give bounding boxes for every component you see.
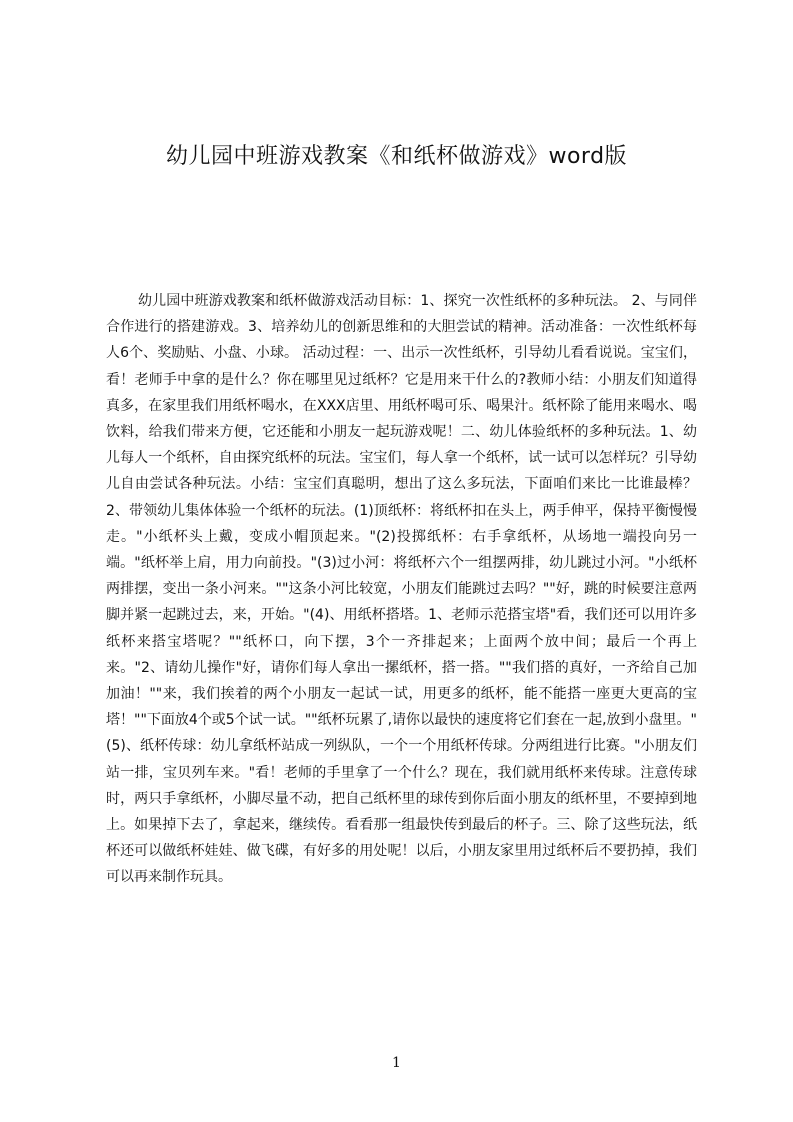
body-paragraph: 幼儿园中班游戏教案和纸杯做游戏活动目标：1、探究一次性纸杯的多种玩法。 2、与同伴合作进行的搭建游戏。3、培养幼儿的创新思维和的大胆尝试的精神。活动准备：一次性纸杯每人6个、奖励贴、小盘、小球。 活动过程：一、出示一次性纸杯，引导幼儿看看说说。宝宝们，看！老师手中拿的是什么？你在哪里见过纸杯？它是用来干什么的?教师小结：小朋友们知道得真多，在家里我们用纸杯喝水，在XXX店里、用纸杯喝可乐、喝果汁。纸杯除了能用来喝水、喝饮料，给我们带来方便，它还能和小朋友一起玩游戏呢！二、幼儿体验纸杯的多种玩法。1、幼儿每人一个纸杯，自由探究纸杯的玩法。宝宝们，每人拿一个纸杯，试一试可以怎样玩？引导幼儿自由尝试各种玩法。小结：宝宝们真聪明，想出了这么多玩法，下面咱们来比一比谁最棒？2、带领幼儿集体体验一个纸杯的玩法。(1)顶纸杯：将纸杯扣在头上，两手伸平，保持平衡慢慢走。"小纸杯头上戴，变成小帽顶起来。"(2)投掷纸杯：右手拿纸杯，从场地一端投向另一端。"纸杯举上肩，用力向前投。"(3)过小河：将纸杯六个一组摆两排，幼儿跳过小河。"小纸杯两排摆，变出一条小河来。""这条小河比较宽，小朋友们能跳过去吗？""好，跳的时候要注意两脚并紧一起跳过去，来，开始。"(4)、用纸杯搭塔。1、老师示范搭宝塔"看，我们还可以用许多纸杯来搭宝塔呢？""纸杯口，向下摆，3个一齐排起来；上面两个放中间；最后一个再上来。"2、请幼儿操作"好，请你们每人拿出一摞纸杯，搭一搭。""我们搭的真好，一齐给自己加加油！""来，我们挨着的两个小朋友一起试一试，用更多的纸杯，能不能搭一座更大更高的宝塔！""下面放4个或5个试一试。""纸杯玩累了,请你以最快的速度将它们套在一起,放到小盘里。" (5)、纸杯传球：幼儿拿纸杯站成一列纵队，一个一个用纸杯传球。分两组进行比赛。"小朋友们站一排，宝贝列车来。"看！老师的手里拿了一个什么？现在，我们就用纸杯来传球。注意传球时，两只手拿纸杯，小脚尽量不动，把自己纸杯里的球传到你后面小朋友的纸杯里，不要掉到地上。如果掉下去了，拿起来，继续传。看看那一组最快传到最后的杯子。三、除了这些玩法，纸杯还可以做纸杯娃娃、做飞碟，有好多的用处呢！以后，小朋友家里用过纸杯后不要扔掉，我们可以再来制作玩具。 xyxy=(106,293,697,886)
page-number: 1 xyxy=(392,1055,401,1071)
document-body xyxy=(106,288,697,958)
document-title: 幼儿园中班游戏教案《和纸杯做游戏》word版 xyxy=(165,144,628,169)
